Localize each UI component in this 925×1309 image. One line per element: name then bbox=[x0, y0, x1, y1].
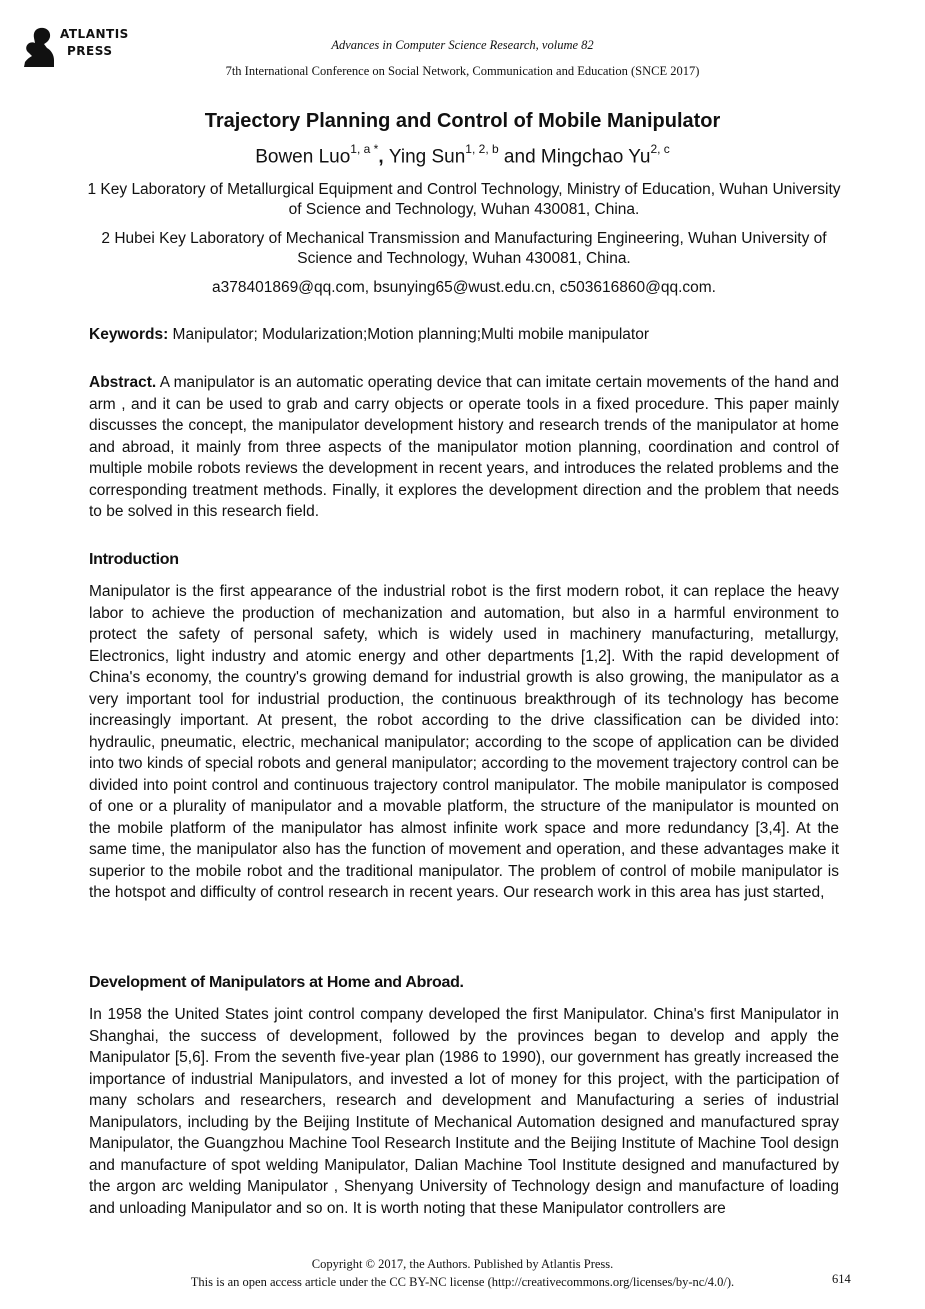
author-name: Ying Sun bbox=[388, 146, 466, 168]
affiliation-1: 1 Key Laboratory of Metallurgical Equipment and Control Technology, Ministry of Education, Wuhan University of Science and Technology, Wuhan 430081, China. bbox=[87, 181, 841, 218]
abstract-text: A manipulator is an automatic operating device that can imitate certain movements of the hand and arm , and it can be used to grab and carry objects or operate tools in a fixed procedure. This paper mainly discusses the concept, the manipulator development history and research trends of the manipulator at home and abroad, it mainly from three aspects of the manipulator motion planning, coordination and control of multiple mobile robots reviews the development in recent years, and introduces the related problems and the corresponding treatment methods. Finally, it explores the development direction and the problem that needs to be solved in this research field. bbox=[89, 374, 839, 520]
author-affiliation-marker: 2, c bbox=[650, 142, 670, 156]
author-affiliation-marker: 1, a * bbox=[350, 142, 379, 156]
footer-copyright: Copyright © 2017, the Authors. Published by Atlantis Press. bbox=[311, 1257, 614, 1271]
author-name: Mingchao Yu bbox=[540, 146, 651, 168]
abstract-label: Abstract. bbox=[89, 374, 157, 391]
paper-title: Trajectory Planning and Control of Mobile Manipulator bbox=[204, 110, 721, 132]
logo-line-1: ATLANTIS bbox=[60, 27, 129, 41]
series-header: Advances in Computer Science Research, volume 82 bbox=[331, 38, 594, 52]
section-body-introduction: Manipulator is the first appearance of the industrial robot is the first modern robot, it can replace the heavy labor to achieve the production of mechanization and automation, but also in a harmful environment to protect the safety of personal safety, which is widely used in machinery manufacturing, metallurgy, Electronics, light industry and atomic energy and other departments [1,2]. With the rapid development of China's economy, the country's growing demand for industrial growth is also growing, the manipulator as a very important tool for industrial production, the continuous breakthrough of its technology has become increasingly important. At present, the robot according to the drive classification can be divided into: hydraulic, pneumatic, electric, mechanical manipulator; according to the scope of application can be divided into two kinds of special robots and general manipulator; according to the movement trajectory control can be divided into point control and continuous trajectory control manipulator. The mobile manipulator is composed of one or a plurality of manipulator and a movable platform, the structure of the manipulator is mounted on the mobile platform of the manipulator has almost infinite work space and more redundancy [3,4]. At the same time, the manipulator also has the function of movement and operation, and these advantages make it superior to the mobile robot and the traditional manipulator. The problem of control of mobile manipulator is the hotspot and difficulty of control research in recent years. Our research work in this area has just started, bbox=[89, 583, 839, 901]
author-separator: and bbox=[498, 146, 541, 168]
page-number: 614 bbox=[832, 1272, 851, 1286]
affiliation-2: 2 Hubei Key Laboratory of Mechanical Transmission and Manufacturing Engineering, Wuhan University of Science and Technology, Wuhan 430081, China. bbox=[101, 230, 827, 267]
author-name: Bowen Luo bbox=[255, 146, 351, 168]
logo-line-2: PRESS bbox=[67, 44, 113, 58]
footer-license: This is an open access article under the CC BY-NC license (http://creativecommons.org/licenses/by-nc/4.0/). bbox=[190, 1275, 735, 1289]
conference-header: 7th International Conference on Social Network, Communication and Education (SNCE 2017) bbox=[225, 64, 700, 78]
author-separator: , bbox=[378, 146, 389, 168]
section-heading-introduction: Introduction bbox=[89, 551, 179, 568]
keywords-label: Keywords: bbox=[89, 326, 169, 343]
author-list bbox=[0, 144, 925, 168]
section-body-development: In 1958 the United States joint control company developed the first Manipulator. China's first Manipulator in Shanghai, the success of development, followed by the provinces began to develop and apply the Manipulator [5,6]. From the seventh five-year plan (1986 to 1990), our government has greatly increased the importance of industrial Manipulators, and invested a lot of money for this project, with the participation of many scholars and researchers, research and development and Manufacturing a series of industrial Manipulators, including by the Beijing Institute of Mechanical Automation designed and manufactured spray Manipulator, the Guangzhou Machine Tool Research Institute and the Beijing Institute of Machine Tool design and manufacture of spot welding Manipulator, Dalian Machine Tool Institute designed and manufactured by the argon arc welding Manipulator , Shenyang University of Technology design and manufacture of loading and unloading Manipulator and so on. It is worth noting that these Manipulator controllers are bbox=[89, 1006, 839, 1217]
abstract bbox=[89, 372, 839, 523]
author-affiliation-marker: 1, 2, b bbox=[465, 142, 499, 156]
keywords bbox=[89, 324, 839, 346]
section-heading-development: Development of Manipulators at Home and Abroad. bbox=[89, 974, 464, 991]
author-emails: a378401869@qq.com, bsunying65@wust.edu.cn, c503616860@qq.com. bbox=[212, 279, 716, 296]
keywords-text: Manipulator; Modularization;Motion planning;Multi mobile manipulator bbox=[168, 326, 649, 343]
